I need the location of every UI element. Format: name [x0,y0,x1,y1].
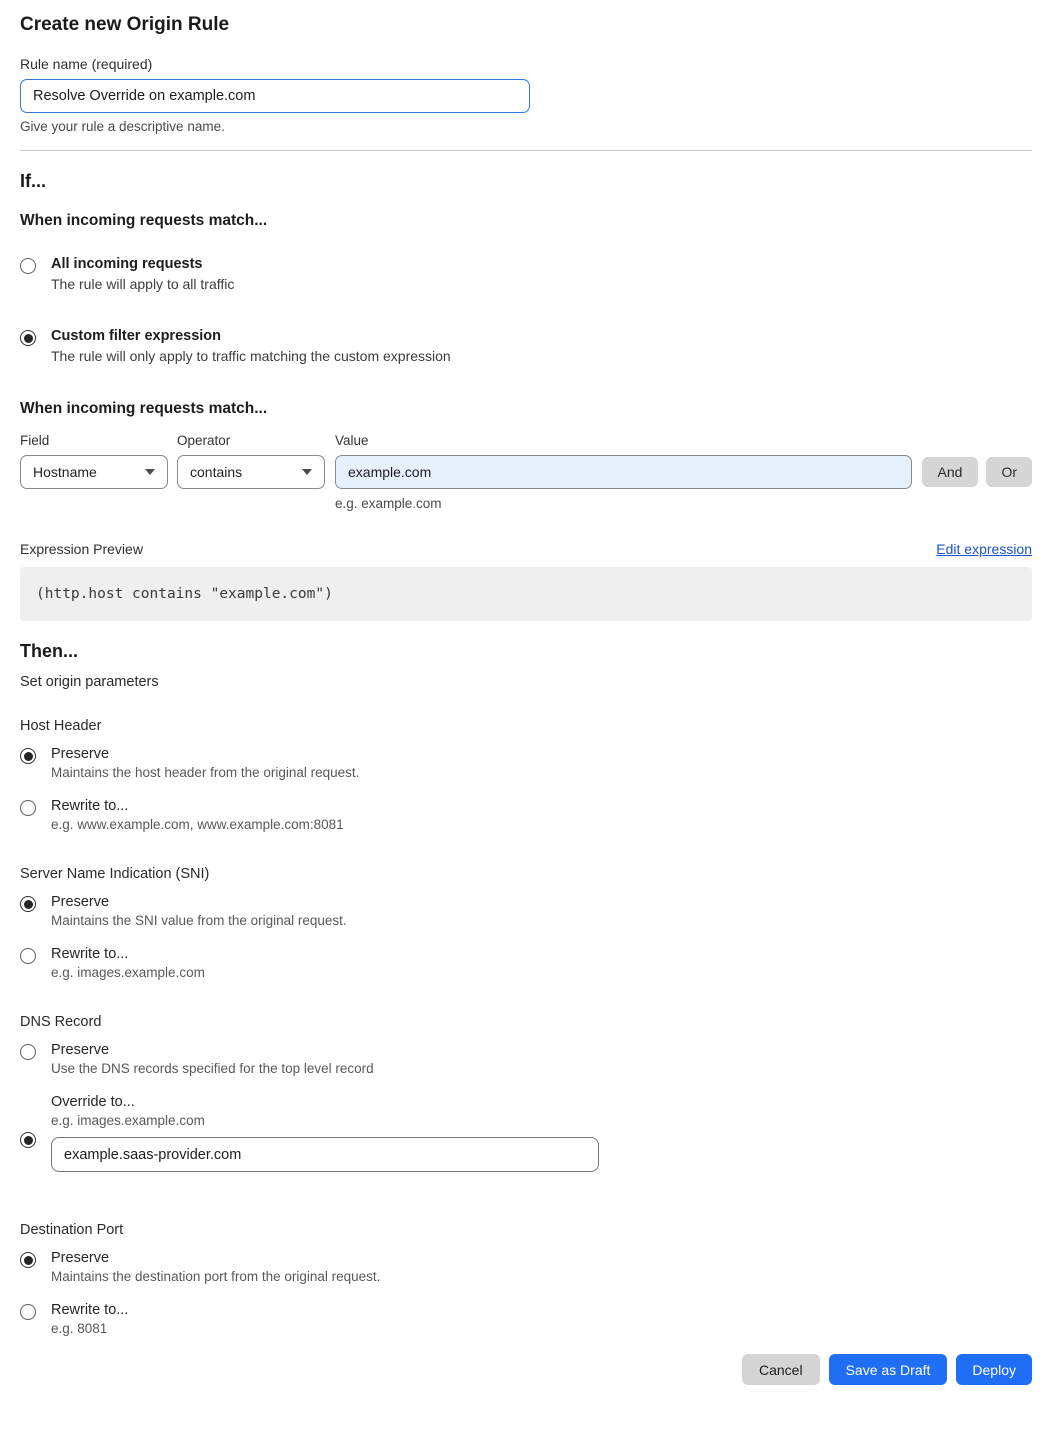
radio-option-label: Preserve [51,746,110,762]
override-helper: e.g. images.example.com [51,1113,205,1128]
radio-option-custom-filter[interactable] [20,328,1032,364]
radio-option-description: e.g. www.example.com, www.example.com:8081 [51,817,344,832]
expression-builder-row [20,455,1032,489]
expression-preview-box: (http.host contains "example.com") [20,567,1032,621]
operator-select-value: contains [190,464,243,480]
form-footer [20,1354,1032,1385]
radio-option-port-rewrite[interactable] [20,1302,1032,1336]
radio-option-description: Maintains the host header from the original request. [51,765,360,780]
radio-option-port-preserve[interactable] [20,1250,1032,1284]
host-header-preserve-radio[interactable] [20,748,36,764]
field-label: Field [20,433,50,448]
expression-builder-heading: When incoming requests match... [20,400,268,417]
radio-option-description: Use the DNS records specified for the top level record [51,1061,374,1076]
deploy-button[interactable]: Deploy [956,1354,1032,1385]
rule-name-label: Rule name (required) [20,56,153,72]
destination-port-label: Destination Port [20,1222,124,1238]
operator-select[interactable] [177,455,325,489]
dns-override-radio[interactable] [20,1132,36,1148]
sni-preserve-radio[interactable] [20,896,36,912]
port-rewrite-radio[interactable] [20,1304,36,1320]
radio-option-label: Rewrite to... [51,1302,129,1318]
edit-expression-link[interactable]: Edit expression [936,541,1032,557]
radio-option-label: Custom filter expression [51,328,222,344]
chevron-down-icon [302,469,312,475]
radio-option-label: Preserve [51,1042,110,1058]
host-header-label: Host Header [20,718,102,734]
radio-option-description: Maintains the SNI value from the original request. [51,913,347,928]
operator-label: Operator [177,433,231,448]
host-header-rewrite-radio[interactable] [20,800,36,816]
radio-option-label: Preserve [51,894,110,910]
all-incoming-radio[interactable] [20,258,36,274]
dns-override-input[interactable] [51,1137,599,1172]
value-helper: e.g. example.com [335,496,442,511]
radio-option-sni-preserve[interactable] [20,894,1032,928]
incoming-match-heading: When incoming requests match... [20,212,268,229]
rule-name-helper: Give your rule a descriptive name. [20,119,225,134]
value-input[interactable] [335,455,912,489]
radio-option-dns-override[interactable] [20,1094,1032,1172]
field-select[interactable] [20,455,168,489]
page-title: Create new Origin Rule [20,14,230,35]
expression-builder-labels [20,433,1032,448]
radio-option-sni-rewrite[interactable] [20,946,1032,980]
field-select-value: Hostname [33,464,97,480]
set-origin-parameters-text: Set origin parameters [20,674,159,690]
radio-option-description: The rule will apply to all traffic [51,276,235,292]
port-preserve-radio[interactable] [20,1252,36,1268]
radio-option-all-incoming[interactable] [20,256,1032,292]
rule-name-input[interactable] [20,79,530,113]
radio-option-label: Rewrite to... [51,946,129,962]
then-heading: Then... [20,641,78,661]
cancel-button[interactable]: Cancel [742,1354,820,1385]
dns-preserve-radio[interactable] [20,1044,36,1060]
radio-option-label: All incoming requests [51,256,203,272]
custom-filter-radio[interactable] [20,330,36,346]
and-button[interactable]: And [922,457,979,487]
sni-label: Server Name Indication (SNI) [20,866,210,882]
save-as-draft-button[interactable]: Save as Draft [829,1354,948,1385]
or-button[interactable]: Or [986,457,1032,487]
radio-option-dns-preserve[interactable] [20,1042,1032,1076]
radio-option-description: Maintains the destination port from the original request. [51,1269,381,1284]
radio-option-label: Preserve [51,1250,110,1266]
section-divider [20,150,1032,151]
radio-option-host-header-preserve[interactable] [20,746,1032,780]
chevron-down-icon [145,469,155,475]
radio-option-description: e.g. images.example.com [51,965,205,980]
value-label: Value [335,433,369,448]
dns-record-label: DNS Record [20,1014,102,1030]
radio-option-host-header-rewrite[interactable] [20,798,1032,832]
radio-option-description: e.g. 8081 [51,1321,108,1336]
expression-preview-label: Expression Preview [20,541,143,557]
radio-option-label: Rewrite to... [51,798,129,814]
radio-option-description: The rule will only apply to traffic matching the custom expression [51,348,451,364]
if-heading: If... [20,171,46,191]
sni-rewrite-radio[interactable] [20,948,36,964]
override-to-label: Override to... [51,1094,135,1110]
